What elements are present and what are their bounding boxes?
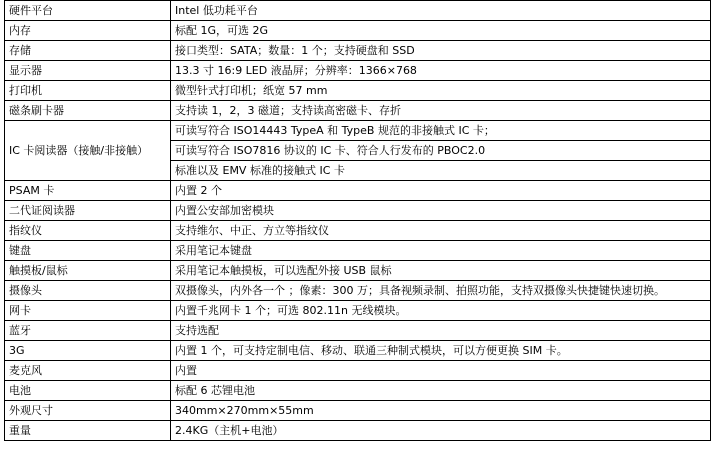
spec-value: 2.4KG（主机+电池） [171, 421, 711, 441]
table-row [5, 301, 711, 321]
spec-label: 蓝牙 [5, 321, 171, 341]
table-row [5, 121, 711, 141]
table-row [5, 361, 711, 381]
spec-value: 标配 6 芯锂电池 [171, 381, 711, 401]
spec-value: 340mm×270mm×55mm [171, 401, 711, 421]
table-row [5, 421, 711, 441]
spec-label: 外观尺寸 [5, 401, 171, 421]
spec-value: 微型针式打印机；纸宽 57 mm [171, 81, 711, 101]
spec-value: 采用笔记本触摸板，可以选配外接 USB 鼠标 [171, 261, 711, 281]
spec-value: 内置公安部加密模块 [171, 201, 711, 221]
table-row [5, 21, 711, 41]
spec-label: 显示器 [5, 61, 171, 81]
spec-table-body [5, 1, 711, 441]
spec-value: 标准以及 EMV 标准的接触式 IC 卡 [171, 161, 711, 181]
spec-value: 采用笔记本键盘 [171, 241, 711, 261]
spec-label: 二代证阅读器 [5, 201, 171, 221]
spec-value: 可读写符合 ISO14443 TypeA 和 TypeB 规范的非接触式 IC 卡； [171, 121, 711, 141]
table-row [5, 241, 711, 261]
spec-label: 麦克风 [5, 361, 171, 381]
spec-value: 内置 2 个 [171, 181, 711, 201]
spec-value: 接口类型：SATA；数量：1 个；支持硬盘和 SSD [171, 41, 711, 61]
spec-value: 可读写符合 ISO7816 协议的 IC 卡、符合人行发布的 PBOC2.0 [171, 141, 711, 161]
table-row [5, 321, 711, 341]
table-row [5, 381, 711, 401]
table-row [5, 41, 711, 61]
spec-label: IC 卡阅读器（接触/非接触） [5, 121, 171, 181]
spec-label: 网卡 [5, 301, 171, 321]
table-row [5, 201, 711, 221]
spec-label: 重量 [5, 421, 171, 441]
spec-value: 支持维尔、中正、方立等指纹仪 [171, 221, 711, 241]
table-row [5, 1, 711, 21]
spec-label: 硬件平台 [5, 1, 171, 21]
spec-label: 摄像头 [5, 281, 171, 301]
table-row [5, 61, 711, 81]
spec-label: 指纹仪 [5, 221, 171, 241]
table-row [5, 81, 711, 101]
spec-label: 打印机 [5, 81, 171, 101]
table-row [5, 341, 711, 361]
table-row [5, 221, 711, 241]
spec-label: 触摸板/鼠标 [5, 261, 171, 281]
table-row [5, 401, 711, 421]
spec-label: 内存 [5, 21, 171, 41]
spec-value: 内置 1 个，可支持定制电信、移动、联通三种制式模块，可以方便更换 SIM 卡。 [171, 341, 711, 361]
spec-value: Intel 低功耗平台 [171, 1, 711, 21]
spec-value: 内置千兆网卡 1 个；可选 802.11n 无线模块。 [171, 301, 711, 321]
spec-label: 磁条刷卡器 [5, 101, 171, 121]
table-row [5, 261, 711, 281]
spec-value: 支持读 1，2，3 磁道；支持读高密磁卡、存折 [171, 101, 711, 121]
table-row [5, 281, 711, 301]
spec-label: 电池 [5, 381, 171, 401]
spec-label: 存储 [5, 41, 171, 61]
spec-value: 内置 [171, 361, 711, 381]
table-row [5, 181, 711, 201]
spec-value: 13.3 寸 16:9 LED 液晶屏；分辨率：1366×768 [171, 61, 711, 81]
table-row [5, 101, 711, 121]
spec-label: PSAM 卡 [5, 181, 171, 201]
spec-label: 键盘 [5, 241, 171, 261]
spec-label: 3G [5, 341, 171, 361]
spec-value: 标配 1G，可选 2G [171, 21, 711, 41]
spec-table [4, 0, 711, 441]
spec-value: 支持选配 [171, 321, 711, 341]
spec-value: 双摄像头，内外各一个 ；像素：300 万；具备视频录制、拍照功能，支持双摄像头快捷键快速切换。 [171, 281, 711, 301]
